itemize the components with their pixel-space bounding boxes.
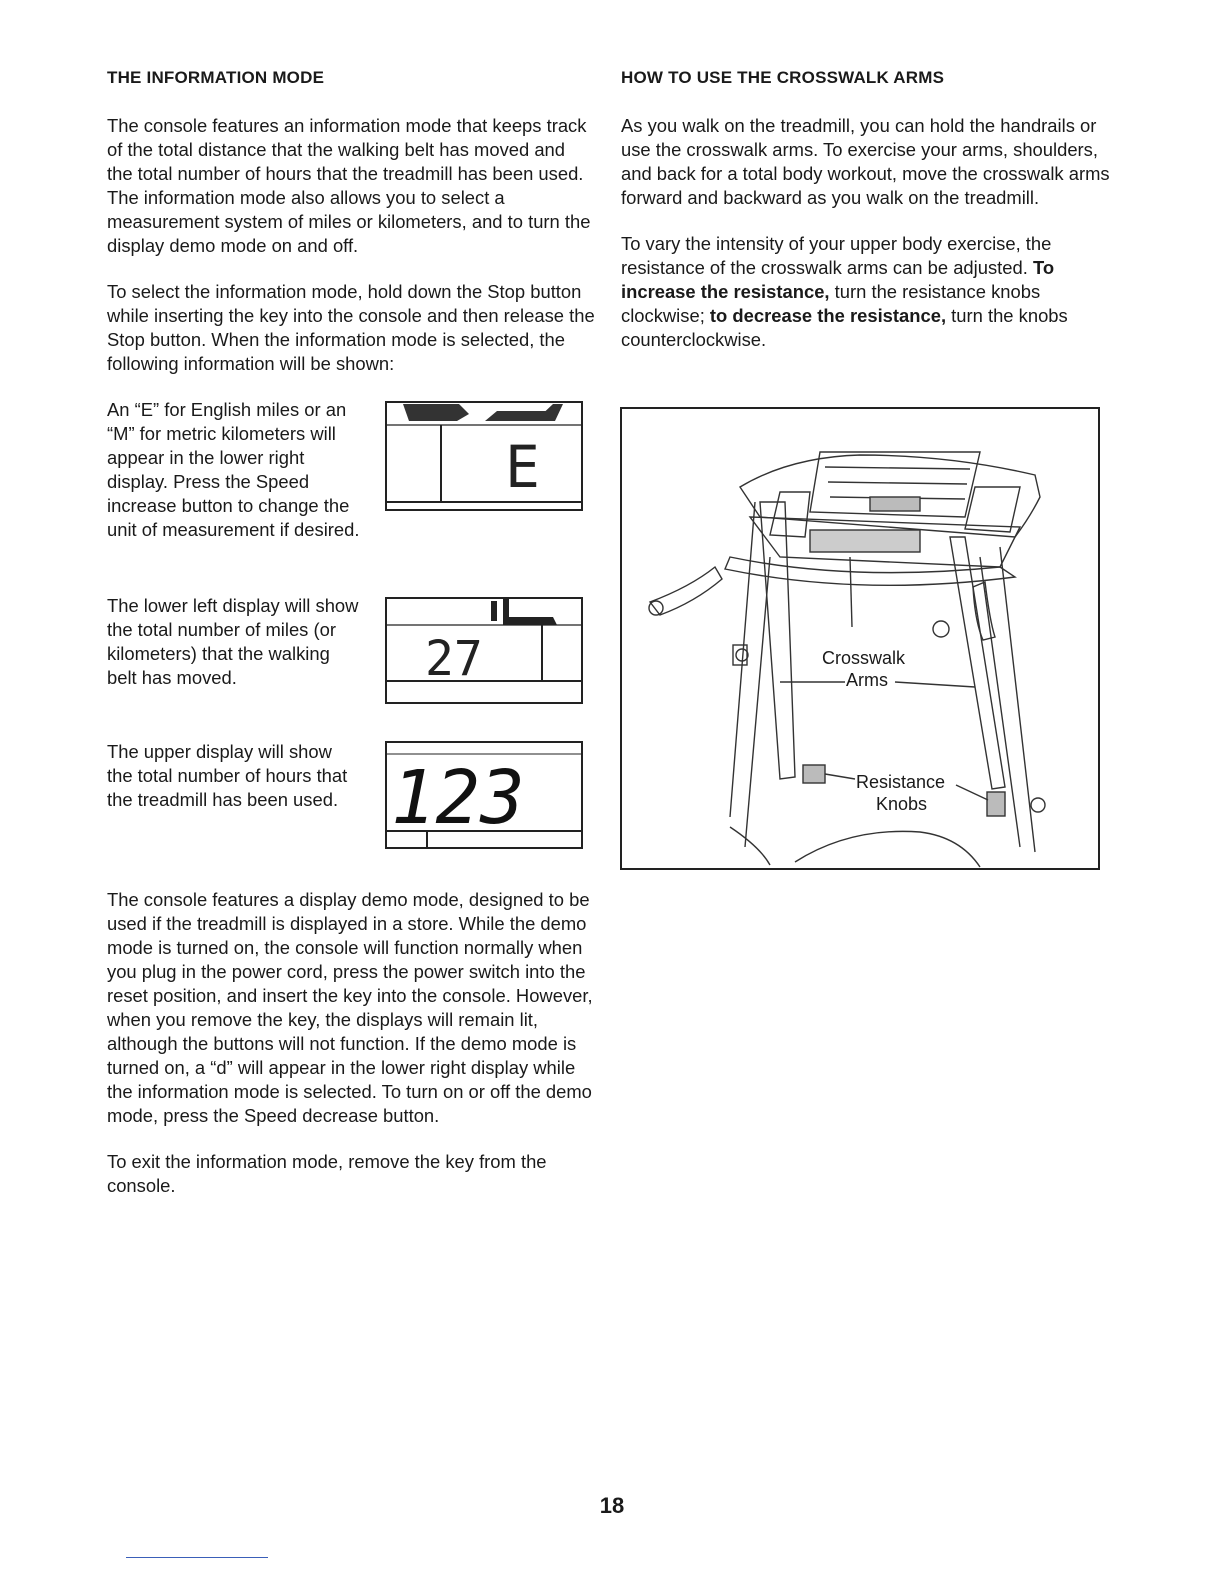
footer-rule <box>126 1557 268 1558</box>
resistance-label: Resistance <box>856 772 946 792</box>
figure-distance-row <box>107 594 595 740</box>
page-number: 18 <box>599 1493 625 1518</box>
knobs-label: Knobs <box>876 794 928 814</box>
figure-distance-text: The lower left display will show the total number of miles (or kilometers) that the walking belt has moved. <box>107 595 359 688</box>
units-lcd-char: E <box>505 433 540 501</box>
resistance-text-c: turn the resistance knobs clockwise; <box>621 281 1041 326</box>
arms-label: Arms <box>846 670 888 690</box>
crosswalk-arms-intro: As you walk on the treadmill, you can hold the handrails or use the crosswalk arms. To exercise your arms, shoulders, and back for a total body workout, move the crosswalk arms forward and backward as you walk on the treadmill. <box>621 115 1110 208</box>
lcd-display-hours <box>385 741 583 851</box>
resistance-text-a: To vary the intensity of your upper body exercise, the resistance of the crosswalk arms can be adjusted. <box>621 233 1052 278</box>
lcd-display-distance <box>385 597 583 705</box>
figure-units-row <box>107 398 595 594</box>
right-column <box>621 66 1111 374</box>
resistance-text-decrease: to decrease the resistance, <box>709 305 947 326</box>
resistance-text-increase: To increase the resistance, <box>621 257 1055 302</box>
figure-units-text: An “E” for English miles or an “M” for metric kilometers will appear in the lower right display. Press the Speed increase button to change the unit of measurement if desired. <box>107 399 360 540</box>
exit-information-mode-text: To exit the information mode, remove the key from the console. <box>107 1151 547 1196</box>
resistance-instructions <box>621 232 1111 352</box>
resistance-text-e: turn the knobs counterclockwise. <box>621 305 1068 350</box>
left-column <box>107 66 595 1220</box>
crosswalk-arms-heading: HOW TO USE THE CROSSWALK ARMS <box>621 68 945 87</box>
figure-hours-text: The upper display will show the total number of hours that the treadmill has been used. <box>107 741 348 810</box>
information-mode-heading: THE INFORMATION MODE <box>107 68 325 87</box>
distance-lcd-digits: 27 <box>425 631 483 687</box>
information-mode-intro: The console features an information mode that keeps track of the total distance that the walking belt has moved and the total number of hours that the treadmill has been used. The information mode also allows you to select a measurement system of miles or kilometers, and to turn the display demo mode on and off. <box>107 115 591 256</box>
figure-hours-row <box>107 740 595 888</box>
hours-lcd-digits: 123 <box>391 755 525 841</box>
demo-mode-text: The console features a display demo mode, designed to be used if the treadmill is displayed in a store. While the demo mode is turned on, the console will function normally when you plug in the power cord, press the power switch into the reset position, and insert the key into the console. However, when you remove the key, the displays will remain lit, although the buttons will not function. If the demo mode is turned on, a “d” will appear in the lower right display while the information mode is selected. To turn on or off the demo mode, press the Speed decrease button. <box>107 889 593 1126</box>
information-mode-select-instructions: To select the information mode, hold down the Stop button while inserting the key into the console and then release the Stop button. When the information mode is selected, the following information will be shown: <box>107 281 595 374</box>
lcd-display-units <box>385 401 583 513</box>
crosswalk-label: Crosswalk <box>822 648 906 668</box>
crosswalk-arms-illustration <box>620 407 1101 871</box>
